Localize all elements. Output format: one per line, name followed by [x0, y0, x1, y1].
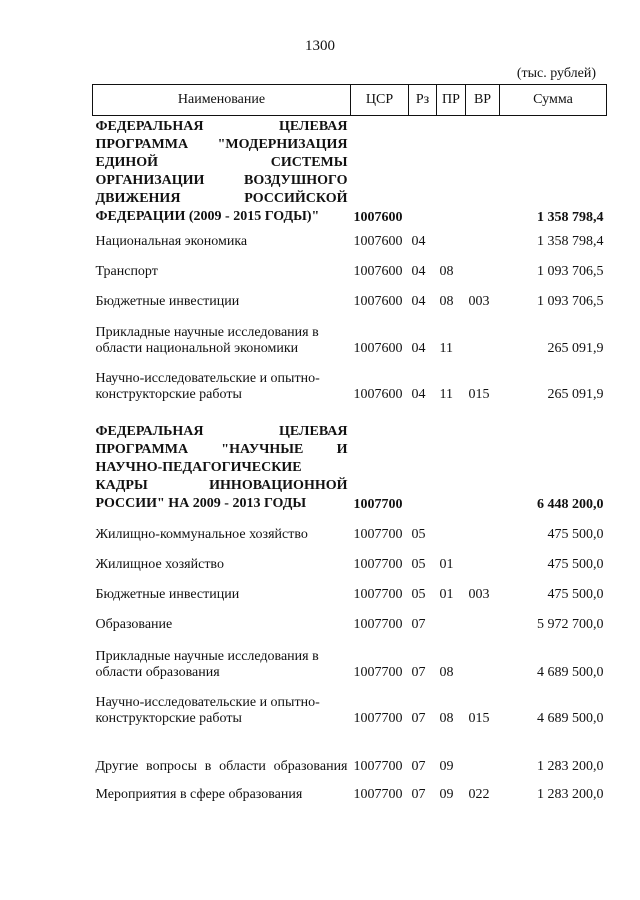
row-vr — [466, 633, 500, 681]
row-name: Жилищное хозяйство — [95, 556, 224, 572]
row-rz: 04 — [411, 263, 426, 279]
table-row — [93, 681, 607, 727]
row-csr: 1007700 — [353, 556, 403, 572]
table-row — [93, 357, 607, 403]
row-csr: 1007600 — [353, 263, 403, 279]
row-name: Научно-исследовательские и опытно-конструкторские работы — [95, 370, 320, 402]
row-rz: 04 — [411, 233, 426, 249]
row-rz: 05 — [411, 556, 426, 572]
row-sum: 1 358 798,4 — [537, 233, 604, 249]
row-name: Прикладные научные исследования в области национальной экономики — [95, 324, 319, 356]
row-sum: 475 500,0 — [547, 556, 604, 572]
row-pr: 08 — [439, 263, 454, 279]
row-vr: 015 — [468, 386, 490, 402]
row-pr: 08 — [439, 664, 454, 680]
budget-table — [92, 84, 607, 803]
row-csr: 1007700 — [353, 664, 403, 680]
row-csr: 1007700 — [353, 526, 403, 542]
row-sum: 1 283 200,0 — [537, 786, 604, 802]
row-csr: 1007700 — [353, 616, 403, 632]
page-number: 1300 — [305, 38, 335, 54]
row-csr: 1007700 — [353, 496, 403, 512]
row-pr: 08 — [439, 710, 454, 726]
row-csr: 1007600 — [353, 386, 403, 402]
row-pr: 01 — [439, 586, 454, 602]
row-name: Другие вопросы в области образования — [95, 758, 348, 774]
row-sum: 475 500,0 — [547, 586, 604, 602]
row-sum: 1 093 706,5 — [537, 263, 604, 279]
row-rz: 07 — [411, 616, 426, 632]
row-vr: 015 — [468, 710, 490, 726]
table-row — [93, 280, 607, 310]
row-vr — [466, 603, 500, 633]
row-csr: 1007700 — [353, 586, 403, 602]
row-vr — [466, 116, 500, 226]
row-rz: 07 — [411, 758, 426, 774]
units-note: (тыс. рублей) — [516, 66, 596, 81]
row-name: Жилищно-коммунальное хозяйство — [95, 526, 308, 542]
table-row — [93, 775, 607, 803]
row-pr — [437, 226, 466, 250]
header-vr: ВР — [466, 85, 500, 116]
row-name: Национальная экономика — [95, 233, 248, 249]
row-pr: 01 — [439, 556, 454, 572]
row-pr — [437, 116, 466, 226]
row-rz: 07 — [411, 786, 426, 802]
row-pr — [437, 603, 466, 633]
row-vr — [466, 226, 500, 250]
row-name: Научно-исследовательские и опытно-конструкторские работы — [95, 694, 320, 726]
table-row — [93, 403, 607, 513]
row-vr — [466, 513, 500, 543]
row-name: Мероприятия в сфере образования — [95, 786, 303, 802]
row-name: Транспорт — [95, 263, 158, 279]
row-rz — [409, 116, 437, 226]
row-sum: 475 500,0 — [547, 526, 604, 542]
row-sum: 4 689 500,0 — [537, 664, 604, 680]
row-name: Бюджетные инвестиции — [95, 586, 240, 602]
row-sum: 265 091,9 — [547, 386, 604, 402]
row-csr: 1007700 — [353, 710, 403, 726]
row-name: ФЕДЕРАЛЬНАЯ ЦЕЛЕВАЯ ПРОГРАММА "МОДЕРНИЗАЦИЯ ЕДИНОЙ СИСТЕМЫ ОРГАНИЗАЦИИ ВОЗДУШНОГО ДВИЖЕНИЯ РОССИЙСКОЙ ФЕДЕРАЦИИ (2009 - 2015 ГОДЫ)" — [95, 118, 348, 224]
row-vr — [466, 543, 500, 573]
row-sum: 1 283 200,0 — [537, 758, 604, 774]
table-row — [93, 543, 607, 573]
row-csr: 1007600 — [353, 340, 403, 356]
row-sum: 4 689 500,0 — [537, 710, 604, 726]
row-vr: 022 — [468, 786, 490, 802]
row-sum: 265 091,9 — [547, 340, 604, 356]
row-name: ФЕДЕРАЛЬНАЯ ЦЕЛЕВАЯ ПРОГРАММА "НАУЧНЫЕ И НАУЧНО-ПЕДАГОГИЧЕСКИЕ КАДРЫ ИННОВАЦИОННОЙ РОССИИ" НА 2009 - 2013 ГОДЫ — [95, 423, 348, 511]
row-vr: 003 — [468, 293, 490, 309]
row-vr — [466, 250, 500, 280]
row-pr: 11 — [439, 386, 453, 402]
table-row — [93, 513, 607, 543]
row-rz: 05 — [411, 586, 426, 602]
row-csr: 1007600 — [353, 293, 403, 309]
row-vr — [466, 727, 500, 775]
row-csr: 1007600 — [353, 209, 403, 225]
header-rz: Рз — [409, 85, 437, 116]
row-rz: 04 — [411, 386, 426, 402]
table-row — [93, 573, 607, 603]
row-pr: 09 — [439, 786, 454, 802]
row-sum: 1 093 706,5 — [537, 293, 604, 309]
row-rz: 05 — [411, 526, 426, 542]
header-pr: ПР — [437, 85, 466, 116]
row-name: Прикладные научные исследования в области образования — [95, 648, 319, 680]
row-sum: 1 358 798,4 — [537, 209, 604, 225]
table-row — [93, 116, 607, 226]
row-sum: 5 972 700,0 — [537, 616, 604, 632]
row-pr: 11 — [439, 340, 453, 356]
row-pr — [437, 403, 466, 513]
table-row — [93, 633, 607, 681]
row-rz: 07 — [411, 664, 426, 680]
row-rz: 07 — [411, 710, 426, 726]
table-row — [93, 226, 607, 250]
row-rz — [409, 403, 437, 513]
row-rz: 04 — [411, 340, 426, 356]
table-row — [93, 603, 607, 633]
row-sum: 6 448 200,0 — [537, 496, 604, 512]
table-row — [93, 727, 607, 775]
row-name: Образование — [95, 616, 173, 632]
row-pr: 08 — [439, 293, 454, 309]
header-name: Наименование — [93, 85, 351, 116]
table-row — [93, 310, 607, 357]
row-rz: 04 — [411, 293, 426, 309]
row-vr: 003 — [468, 586, 490, 602]
header-sum: Сумма — [500, 85, 607, 116]
row-csr: 1007700 — [353, 786, 403, 802]
row-csr: 1007600 — [353, 233, 403, 249]
row-pr: 09 — [439, 758, 454, 774]
row-name: Бюджетные инвестиции — [95, 293, 240, 309]
table-header — [93, 85, 607, 116]
row-csr: 1007700 — [353, 758, 403, 774]
header-csr: ЦСР — [351, 85, 409, 116]
table-row — [93, 250, 607, 280]
row-pr — [437, 513, 466, 543]
row-vr — [466, 310, 500, 357]
row-vr — [466, 403, 500, 513]
